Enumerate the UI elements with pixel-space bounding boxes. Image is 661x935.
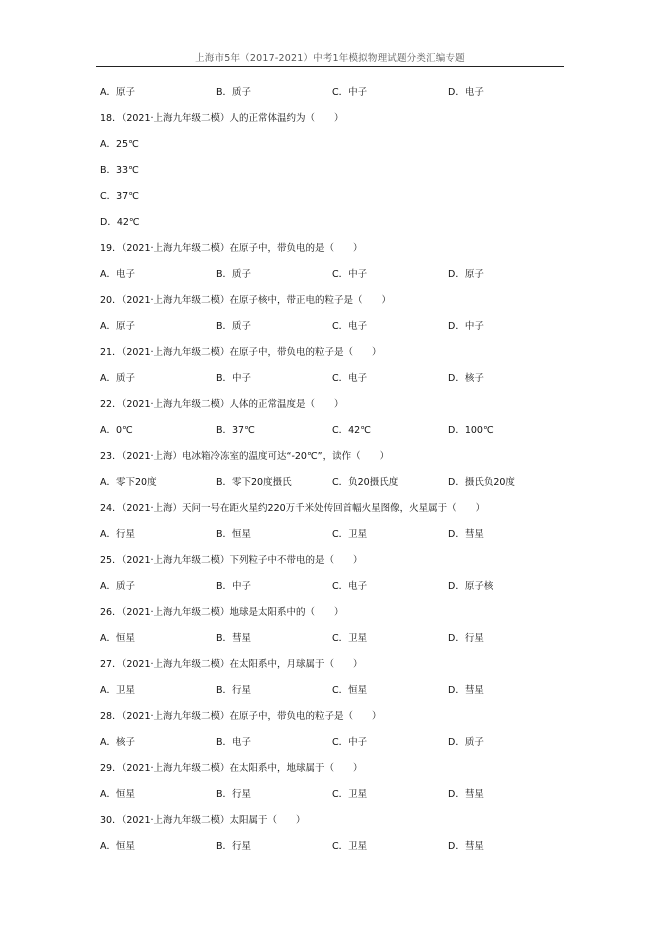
answer-option: A．质子 xyxy=(100,581,135,592)
answer-option: A．质子 xyxy=(100,373,135,384)
option-row xyxy=(100,162,570,188)
answer-option: C．42℃ xyxy=(332,425,371,436)
answer-option: A．0℃ xyxy=(100,425,133,436)
option-row xyxy=(100,474,570,500)
answer-option: D．行星 xyxy=(448,633,484,644)
question-stem xyxy=(100,396,570,422)
question-stem xyxy=(100,344,570,370)
answer-option: B．中子 xyxy=(216,581,252,592)
question-stem xyxy=(100,292,570,318)
question-text: 24．（2021·上海）天问一号在距火星约220万千米处传回首幅火星图像，火星属于（ ） xyxy=(100,503,486,514)
option-row xyxy=(100,786,570,812)
answer-option: C．电子 xyxy=(332,373,368,384)
answer-option: D．电子 xyxy=(448,87,484,98)
answer-option: A．行星 xyxy=(100,529,135,540)
answer-option: D．质子 xyxy=(448,737,484,748)
answer-option: C．卫星 xyxy=(332,529,368,540)
answer-option: B．行星 xyxy=(216,841,252,852)
question-text: 25．（2021·上海九年级二模）下列粒子中不带电的是（ ） xyxy=(100,555,363,566)
answer-option: B．零下20度摄氏 xyxy=(216,477,292,488)
question-text: 19．（2021·上海九年级二模）在原子中，带负电的是（ ） xyxy=(100,243,363,254)
answer-option: D．100℃ xyxy=(448,425,494,436)
answer-option: B．33℃ xyxy=(100,165,139,176)
answer-option: C．卫星 xyxy=(332,789,368,800)
answer-option: D．中子 xyxy=(448,321,484,332)
answer-option: D．彗星 xyxy=(448,685,484,696)
answer-option: A．卫星 xyxy=(100,685,135,696)
option-row xyxy=(100,214,570,240)
answer-option: B．37℃ xyxy=(216,425,255,436)
question-list xyxy=(100,84,570,864)
option-row xyxy=(100,838,570,864)
question-text: 30．（2021·上海九年级二模）太阳属于（ ） xyxy=(100,815,306,826)
answer-option: C．37℃ xyxy=(100,191,139,202)
option-row xyxy=(100,266,570,292)
answer-option: C．中子 xyxy=(332,269,368,280)
answer-option: A．原子 xyxy=(100,321,135,332)
option-row xyxy=(100,422,570,448)
answer-option: D．原子 xyxy=(448,269,484,280)
question-text: 18．（2021·上海九年级二模）人的正常体温约为（ ） xyxy=(100,113,344,124)
question-text: 27．（2021·上海九年级二模）在太阳系中，月球属于（ ） xyxy=(100,659,363,670)
option-row xyxy=(100,578,570,604)
question-stem xyxy=(100,240,570,266)
question-stem xyxy=(100,110,570,136)
answer-option: C．卫星 xyxy=(332,841,368,852)
question-text: 29．（2021·上海九年级二模）在太阳系中，地球属于（ ） xyxy=(100,763,363,774)
answer-option: C．卫星 xyxy=(332,633,368,644)
answer-option: B．质子 xyxy=(216,269,252,280)
question-stem xyxy=(100,760,570,786)
answer-option: D．原子核 xyxy=(448,581,494,592)
answer-option: B．行星 xyxy=(216,685,252,696)
answer-option: A．电子 xyxy=(100,269,135,280)
answer-option: A．核子 xyxy=(100,737,135,748)
answer-option: D．彗星 xyxy=(448,529,484,540)
answer-option: C．电子 xyxy=(332,321,368,332)
answer-option: D．核子 xyxy=(448,373,484,384)
answer-option: B．恒星 xyxy=(216,529,252,540)
answer-option: B．质子 xyxy=(216,87,252,98)
option-row xyxy=(100,318,570,344)
question-text: 22．（2021·上海九年级二模）人体的正常温度是（ ） xyxy=(100,399,344,410)
answer-option: C．电子 xyxy=(332,581,368,592)
question-stem xyxy=(100,812,570,838)
answer-option: A．25℃ xyxy=(100,139,139,150)
answer-option: B．电子 xyxy=(216,737,252,748)
answer-option: D．彗星 xyxy=(448,841,484,852)
question-stem xyxy=(100,708,570,734)
question-text: 26．（2021·上海九年级二模）地球是太阳系中的（ ） xyxy=(100,607,344,618)
answer-option: C．恒星 xyxy=(332,685,368,696)
answer-option: A．恒星 xyxy=(100,633,135,644)
question-text: 20．（2021·上海九年级二模）在原子核中，带正电的粒子是（ ） xyxy=(100,295,392,306)
question-stem xyxy=(100,604,570,630)
answer-option: B．质子 xyxy=(216,321,252,332)
option-row xyxy=(100,682,570,708)
answer-option: C．负20摄氏度 xyxy=(332,477,399,488)
question-text: 28．（2021·上海九年级二模）在原子中，带负电的粒子是（ ） xyxy=(100,711,382,722)
question-text: 21．（2021·上海九年级二模）在原子中，带负电的粒子是（ ） xyxy=(100,347,382,358)
answer-option: A．恒星 xyxy=(100,841,135,852)
question-stem xyxy=(100,656,570,682)
option-row xyxy=(100,734,570,760)
answer-option: A．恒星 xyxy=(100,789,135,800)
question-stem xyxy=(100,448,570,474)
option-row xyxy=(100,630,570,656)
answer-option: A．零下20度 xyxy=(100,477,157,488)
option-row xyxy=(100,136,570,162)
answer-option: D．彗星 xyxy=(448,789,484,800)
answer-option: D．42℃ xyxy=(100,217,140,228)
answer-option: C．中子 xyxy=(332,737,368,748)
question-text: 23．（2021·上海）电冰箱冷冻室的温度可达“-20℃”，读作（ ） xyxy=(100,451,390,462)
answer-option: A．原子 xyxy=(100,87,135,98)
answer-option: C．中子 xyxy=(332,87,368,98)
question-stem xyxy=(100,500,570,526)
question-stem xyxy=(100,552,570,578)
answer-option: B．行星 xyxy=(216,789,252,800)
page-header: 上海市5年（2017-2021）中考1年模拟物理试题分类汇编专题 xyxy=(195,53,465,64)
option-row xyxy=(100,370,570,396)
option-row xyxy=(100,188,570,214)
answer-option: D．摄氏负20度 xyxy=(448,477,515,488)
option-row xyxy=(100,84,570,110)
header-divider xyxy=(96,66,564,67)
answer-option: B．彗星 xyxy=(216,633,252,644)
option-row xyxy=(100,526,570,552)
answer-option: B．中子 xyxy=(216,373,252,384)
